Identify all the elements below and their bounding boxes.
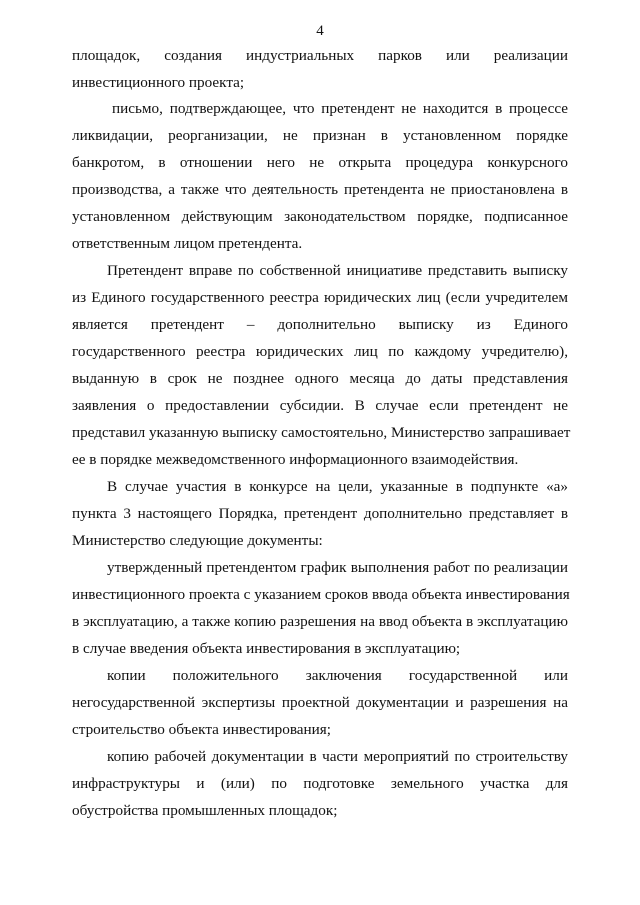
- text-line: ответственным лицом претендента.: [72, 235, 303, 252]
- text-line: в случае введения объекта инвестирования в эксплуатацию;: [72, 640, 461, 657]
- text-line: площадок, создания индустриальных парков или реализации: [72, 47, 568, 64]
- text-line: инфраструктуры и (или) по подготовке земельного участка для: [72, 775, 568, 792]
- paragraph-first-line: копию рабочей документации в части мероприятий по строительству: [107, 748, 568, 765]
- paragraph-first-line: В случае участия в конкурсе на цели, указанные в подпункте «а»: [107, 478, 568, 495]
- text-line: государственного реестра юридических лиц по каждому учредителю),: [72, 343, 568, 360]
- text-line: Министерство следующие документы:: [72, 532, 323, 549]
- text-line: ее в порядке межведомственного информационного взаимодействия.: [72, 451, 519, 468]
- text-line: из Единого государственного реестра юридических лиц (если учредителем: [72, 289, 568, 306]
- text-line: в эксплуатацию, а также копию разрешения на ввод объекта в эксплуатацию: [72, 613, 568, 630]
- text-line: выданную в срок не позднее одного месяца до даты представления: [72, 370, 568, 387]
- text-line: производства, а также что деятельность претендента не приостановлена в: [72, 181, 568, 198]
- text-line: установленном действующим законодательством порядке, подписанное: [72, 208, 568, 225]
- text-line: строительство объекта инвестирования;: [72, 721, 331, 738]
- paragraph-first-line: утвержденный претендентом график выполнения работ по реализации: [107, 559, 568, 576]
- text-line: представил указанную выписку самостоятельно, Министерство запрашивает: [72, 424, 571, 441]
- text-line: инвестиционного проекта с указанием сроков ввода объекта инвестирования: [72, 586, 570, 603]
- text-line: является претендент – дополнительно выписку из Единого: [72, 316, 568, 333]
- text-line: инвестиционного проекта;: [72, 74, 245, 91]
- text-line: банкротом, в отношении него не открыта процедура конкурсного: [72, 154, 568, 171]
- paragraph-first-line: Претендент вправе по собственной инициативе представить выписку: [107, 262, 568, 279]
- text-line: ликвидации, реорганизации, не признан в установленном порядке: [72, 127, 568, 144]
- text-line: обустройства промышленных площадок;: [72, 802, 338, 819]
- text-line: заявления о предоставлении субсидии. В случае если претендент не: [72, 397, 568, 414]
- paragraph-first-line: копии положительного заключения государственной или: [107, 667, 568, 684]
- page-number: 4: [316, 23, 324, 39]
- text-line: негосударственной экспертизы проектной документации и разрешения на: [72, 694, 568, 711]
- paragraph-first-line: письмо, подтверждающее, что претендент не находится в процессе: [112, 100, 568, 117]
- text-line: пункта 3 настоящего Порядка, претендент дополнительно представляет в: [72, 505, 568, 522]
